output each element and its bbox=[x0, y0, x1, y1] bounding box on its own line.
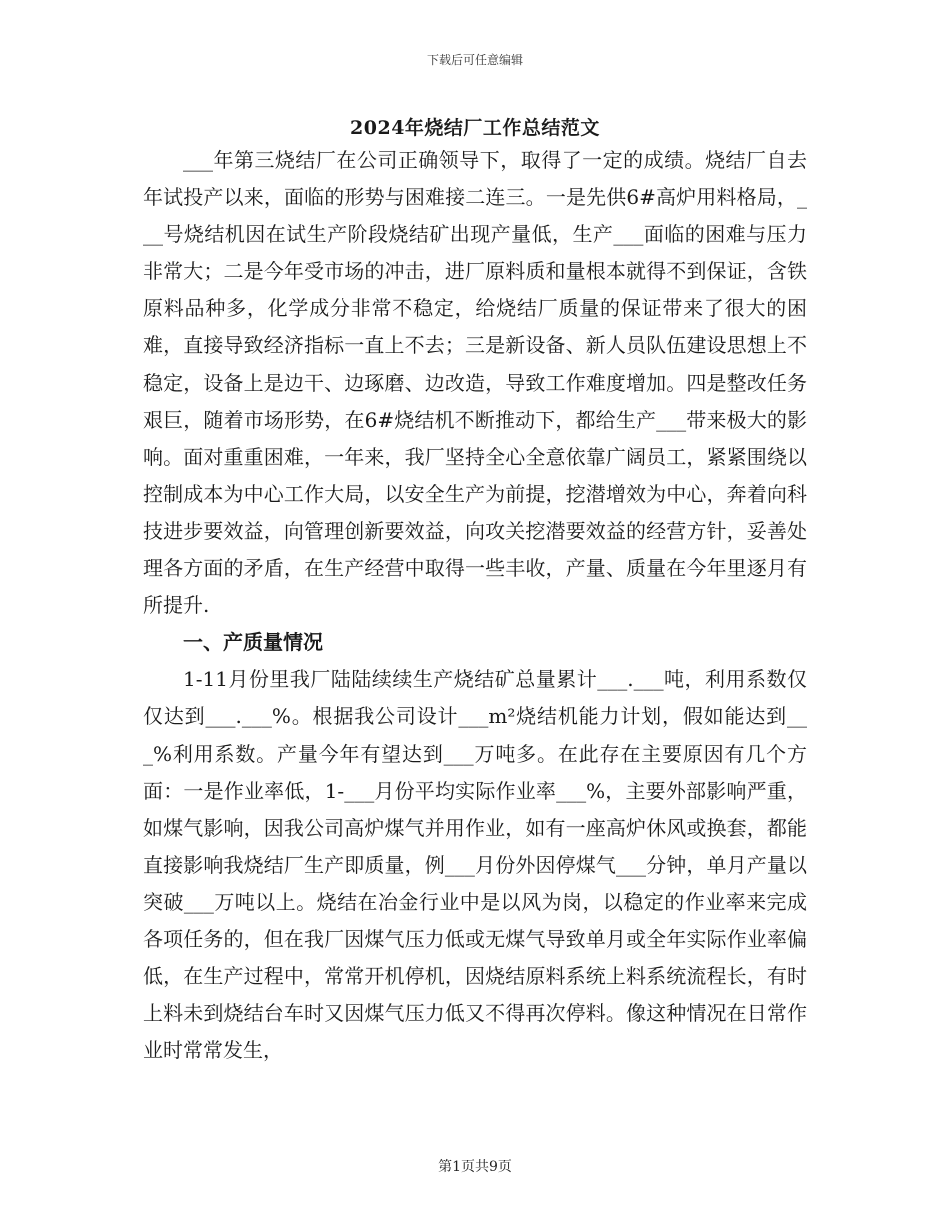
document-body bbox=[143, 142, 807, 1069]
page-footer: 第1页共9页 bbox=[438, 1159, 512, 1175]
section-heading: 一、产质量情况 bbox=[183, 630, 323, 655]
intro-paragraph: ___年第三烧结厂在公司正确领导下，取得了一定的成绩。烧结厂自去年试投产以来，面临的形势与困难接二连三。一是先供6#高炉用料格局，___号烧结机因在试生产阶段烧结矿出现产量低，生产___面临的困难与压力非常大；二是今年受市场的冲击，进厂原料质和量根本就得不到保证，含铁原料品种多，化学成分非常不稳定，给烧结厂质量的保证带来了很大的困难，直接导致经济指标一直上不去；三是新设备、新人员队伍建设思想上不稳定，设备上是边干、边琢磨、边改造，导致工作难度增加。四是整改任务艰巨，随着市场形势，在6#烧结机不断推动下，都给生产___带来极大的影响。面对重重困难，一年来，我厂坚持全心全意依靠广阔员工，紧紧围绕以控制成本为中心工作大局，以安全生产为前提，挖潜增效为中心，奔着向科技进步要效益，向管理创新要效益，向攻关挖潜要效益的经营方针，妥善处理各方面的矛盾，在生产经营中取得一些丰收，产量、质量在今年里逐月有所提升. bbox=[143, 148, 807, 618]
section-paragraph: 1-11月份里我厂陆陆续续生产烧结矿总量累计___.___吨，利用系数仅仅达到___.___%。根据我公司设计___m²烧结机能力计划，假如能达到___%利用系数。产量今年有望达到___万吨多。在此存在主要原因有几个方面：一是作业率低，1-___月份平均实际作业率___%，主要外部影响严重，如煤气影响，因我公司高炉煤气并用作业，如有一座高炉休风或换套，都能直接影响我烧结厂生产即质量，例___月份外因停煤气___分钟，单月产量以突破___万吨以上。烧结在冶金行业中是以风为岗，以稳定的作业率来完成各项任务的，但在我厂因煤气压力低或无煤气导致单月或全年实际作业率偏低，在生产过程中，常常开机停机，因烧结原料系统上料系统流程长，有时上料未到烧结台车时又因煤气压力低又不得再次停料。像这种情况在日常作业时常常发生， bbox=[143, 667, 807, 1063]
document-title: 2024年烧结厂工作总结范文 bbox=[350, 117, 600, 139]
page-header: 下载后可任意编辑 bbox=[426, 53, 523, 67]
